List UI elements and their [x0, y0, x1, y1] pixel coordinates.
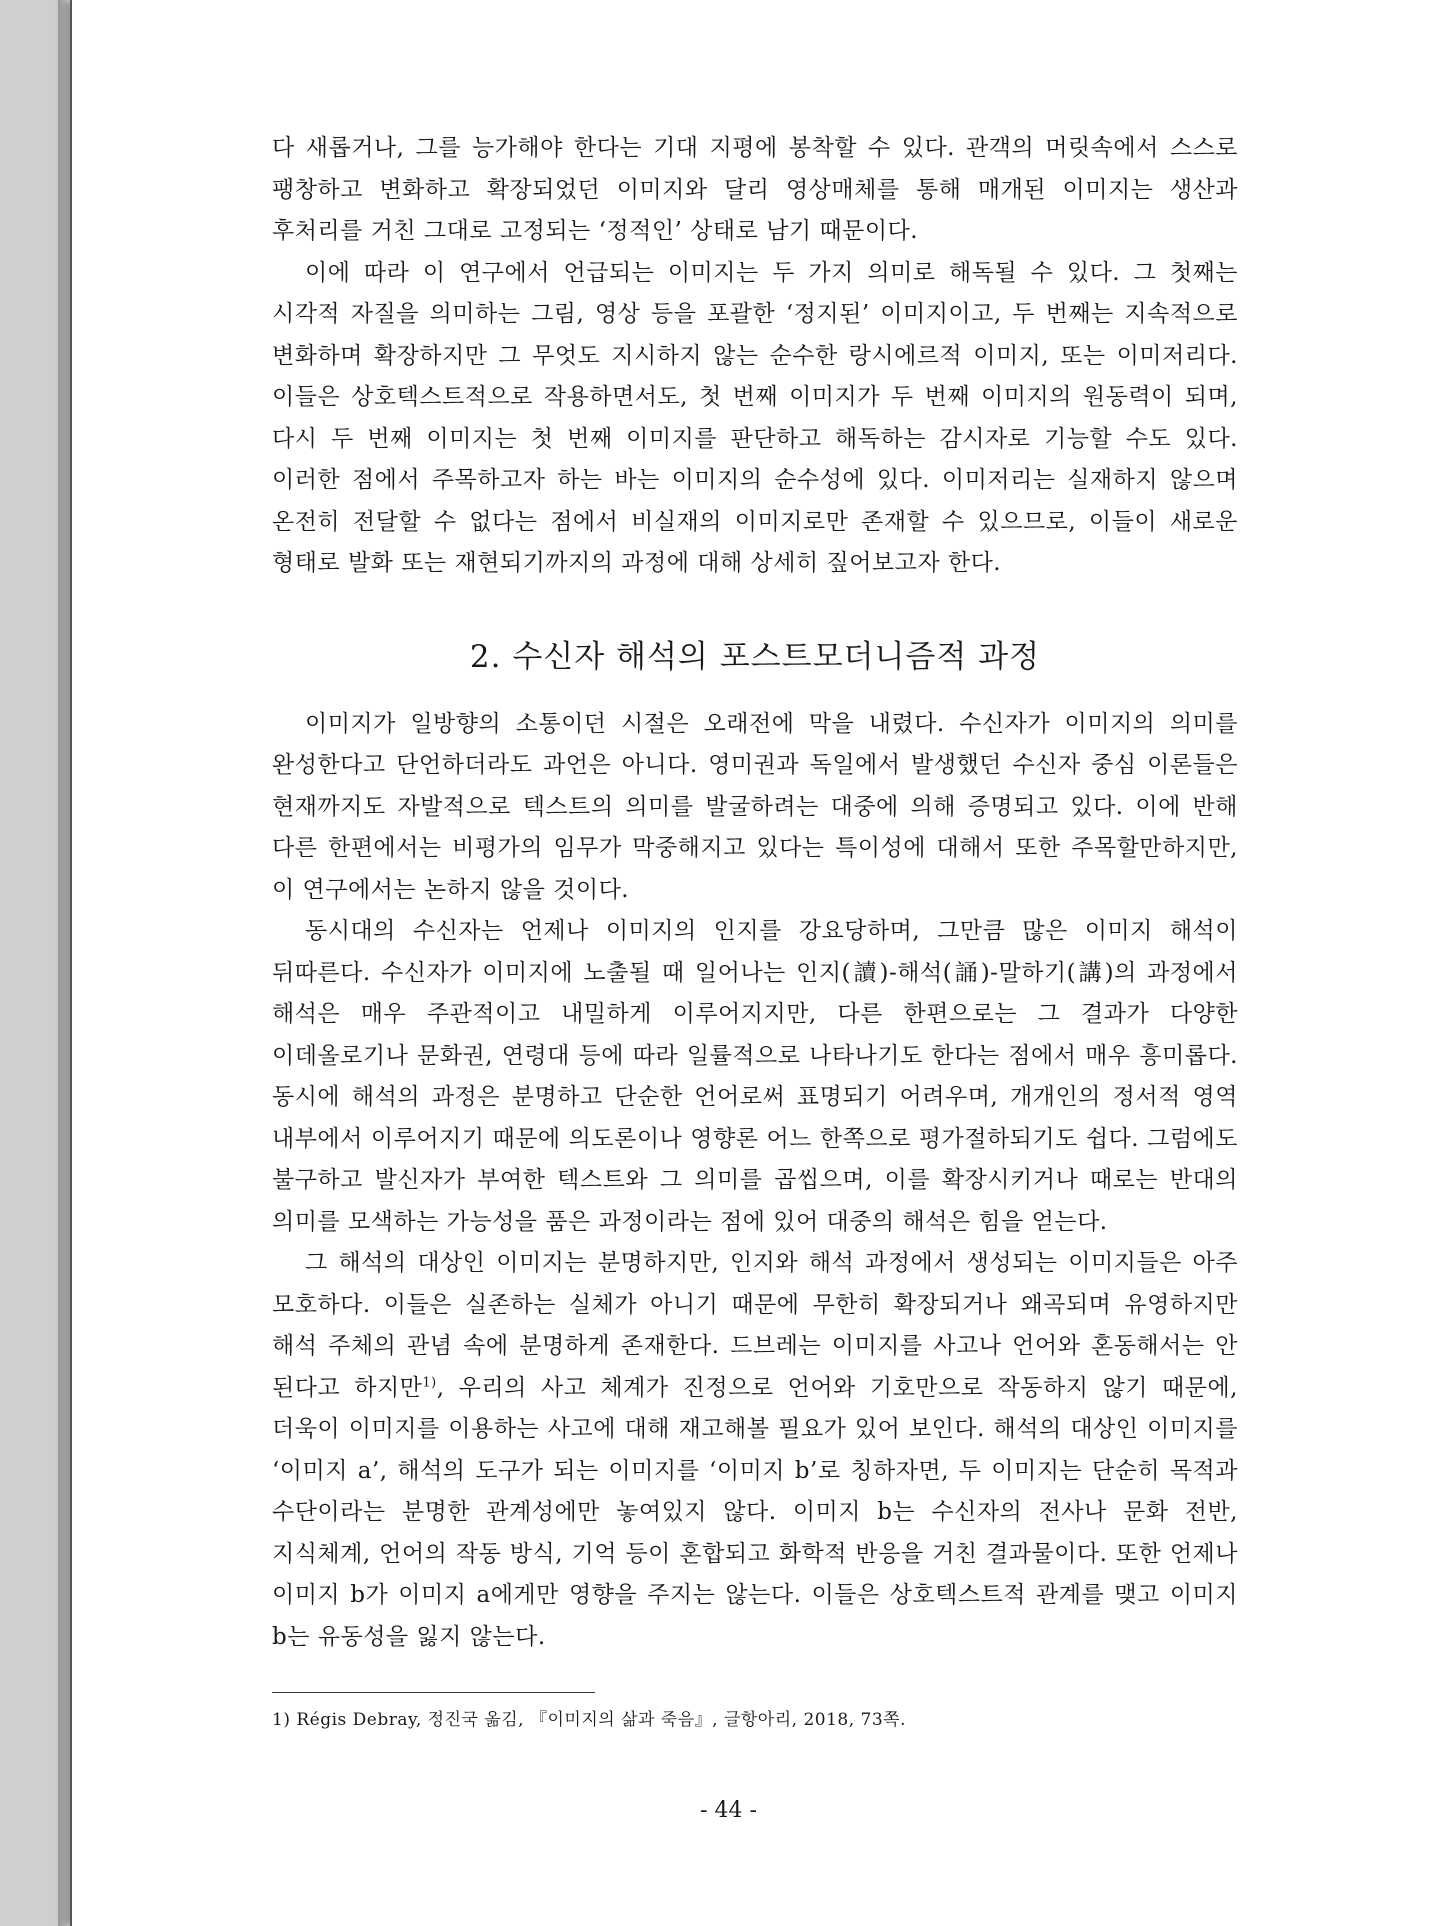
- paragraph-4: 동시대의 수신자는 언제나 이미지의 인지를 강요당하며, 그만큼 많은 이미지 해석이 뒤따른다. 수신자가 이미지에 노출될 때 일어나는 인지(讀)-해석(誦)-말하기(講)의 과정에서 해석은 매우 주관적이고 내밀하게 이루어지지만, 다른 한편으로는 그 결과가 다양한 이데올로기나 문화권, 연령대 등에 따라 일률적으로 나타나기도 한다는 점에서 매우 흥미롭다. 동시에 해석의 과정은 분명하고 단순한 언어로써 표명되기 어려우며, 개개인의 정서적 영역 내부에서 이루어지기 때문에 의도론이나 영향론 어느 한쪽으로 평가절하되기도 쉽다. 그럼에도 불구하고 발신자가 부여한 텍스트와 그 의미를 곱씹으며, 이를 확장시키거나 때로는 반대의 의미를 모색하는 가능성을 품은 과정이라는 점에 있어 대중의 해석은 힘을 얻는다.: [272, 918, 1238, 1235]
- footnote: 1) Régis Debray, 정진국 옮김, 『이미지의 삶과 죽음』, 글항아리, 2018, 73쪽.: [272, 1710, 906, 1730]
- paragraph-2: 이에 따라 이 연구에서 언급되는 이미지는 두 가지 의미로 해독될 수 있다. 그 첫째는 시각적 자질을 의미하는 그림, 영상 등을 포괄한 ‘정지된’ 이미지이고, 두 번째는 지속적으로 변화하며 확장하지만 그 무엇도 지시하지 않는 순수한 랑시에르적 이미지, 또는 이미저리다. 이들은 상호텍스트적으로 작용하면서도, 첫 번째 이미지가 두 번째 이미지의 원동력이 되며, 다시 두 번째 이미지는 첫 번째 이미지를 판단하고 해독하는 감시자로 기능할 수도 있다. 이러한 점에서 주목하고자 하는 바는 이미지의 순수성에 있다. 이미저리는 실재하지 않으며 온전히 전달할 수 없다는 점에서 비실재의 이미지로만 존재할 수 있으므로, 이들이 새로운 형태로 발화 또는 재현되기까지의 과정에 대해 상세히 짚어보고자 한다.: [272, 259, 1238, 576]
- footnote-reference[interactable]: 1): [422, 1374, 437, 1390]
- page-number: - 44 -: [700, 1798, 757, 1823]
- paragraph-3: 이미지가 일방향의 소통이던 시절은 오래전에 막을 내렸다. 수신자가 이미지의 의미를 완성한다고 단언하더라도 과언은 아니다. 영미권과 독일에서 발생했던 수신자 중심 이론들은 현재까지도 자발적으로 텍스트의 의미를 발굴하려는 대중에 의해 증명되고 있다. 이에 반해 다른 한편에서는 비평가의 임무가 막중해지고 있다는 특이성에 대해서 또한 주목할만하지만, 이 연구에서는 논하지 않을 것이다.: [272, 710, 1238, 903]
- page-edge-shadow: [58, 0, 70, 1926]
- footnote-divider: [272, 1692, 595, 1693]
- paragraph-5-text-b: , 우리의 사고 체계가 진정으로 언어와 기호만으로 작동하지 않기 때문에, 더욱이 이미지를 이용하는 사고에 대해 재고해볼 필요가 있어 보인다. 해석의 대상인 이미지를 ‘이미지 a’, 해석의 도구가 되는 이미지를 ‘이미지 b’로 칭하자면, 두 이미지는 단순히 목적과 수단이라는 분명한 관계성에만 놓여있지 않다. 이미지 b는 수신자의 전사나 문화 전반, 지식체계, 언어의 작동 방식, 기억 등이 혼합되고 화학적 반응을 거친 결과물이다. 또한 언제나 이미지 b가 이미지 a에게만 영향을 주지는 않는다. 이들은 상호텍스트적 관계를 맺고 이미지 b는 유동성을 잃지 않는다.: [272, 1374, 1238, 1650]
- paragraph-5-text-a: 그 해석의 대상인 이미지는 분명하지만, 인지와 해석 과정에서 생성되는 이미지들은 아주 모호하다. 이들은 실존하는 실체가 아니기 때문에 무한히 확장되거나 왜곡되며 유영하지만 해석 주체의 관념 속에 분명하게 존재한다. 드브레는 이미지를 사고나 언어와 혼동해서는 안 된다고 하지만: [272, 1250, 1238, 1401]
- body-text: [272, 128, 1238, 1658]
- paragraph-5: [272, 1243, 1238, 1658]
- paragraph-1: 다 새롭거나, 그를 능가해야 한다는 기대 지평에 봉착할 수 있다. 관객의 머릿속에서 스스로 팽창하고 변화하고 확장되었던 이미지와 달리 영상매체를 통해 매개된 이미지는 생산과 후처리를 거친 그대로 고정되는 ‘정적인’ 상태로 남기 때문이다.: [272, 135, 1238, 244]
- section-heading: 2. 수신자 해석의 포스트모더니즘적 과정: [469, 638, 1041, 675]
